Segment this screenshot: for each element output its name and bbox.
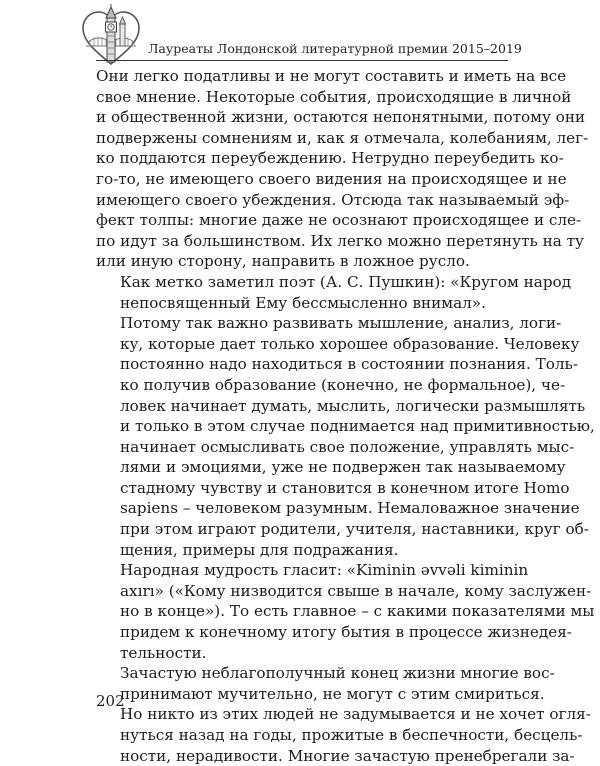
text-line: но в конце»). То есть главное – с какими показателями мы xyxy=(120,602,595,621)
body-text xyxy=(96,66,595,766)
header-rule xyxy=(96,60,508,61)
page-header xyxy=(0,0,600,75)
paragraph xyxy=(96,663,591,766)
text-line: непосвященный Ему бессмысленно внимал». xyxy=(120,293,486,312)
paragraph xyxy=(96,313,595,560)
text-line: го-то, не имеющего своего видения на происходящее и не xyxy=(96,169,567,188)
text-line: или иную сторону, направить в ложное русло. xyxy=(96,252,470,271)
text-line: щения, примеры для подражания. xyxy=(120,540,399,559)
text-line: sapiens – человеком разумным. Немаловажное значение xyxy=(120,499,580,518)
text-line: ности, нерадивости. Многие зачастую пренебрегали за- xyxy=(120,746,575,765)
text-line: по идут за большинством. Их легко можно перетянуть на ту xyxy=(96,231,584,250)
text-line: фект толпы: многие даже не осознают происходящее и сле- xyxy=(96,211,582,230)
text-line: стадному чувству и становится в конечном итоге Homo xyxy=(120,478,570,497)
text-line: свое мнение. Некоторые события, происходящие в личной xyxy=(96,87,572,106)
text-line: принимают мучительно, не могут с этим смириться. xyxy=(120,684,545,703)
paragraph xyxy=(96,272,572,313)
text-line: axırı» («Кому низводится свыше в начале, кому заслужен- xyxy=(120,581,592,600)
text-line: Как метко заметил поэт (А. С. Пушкин): «Кругом народ xyxy=(120,272,572,291)
page-number: 202 xyxy=(96,692,125,710)
text-line: нуться назад на годы, прожитые в беспечности, бесцель- xyxy=(120,726,583,744)
text-line: постоянно надо находиться в состоянии познания. Толь- xyxy=(120,355,578,374)
text-line: тельности. xyxy=(120,643,207,662)
text-line: и общественной жизни, остаются непонятными, потому они xyxy=(96,108,586,127)
text-line: Народная мудрость гласит: «Kiminin əvvəli kiminin xyxy=(120,561,529,580)
text-line: при этом играют родители, учителя, наставники, круг об- xyxy=(120,520,589,539)
running-head: Лауреаты Лондонской литературной премии 2015–2019 xyxy=(148,41,522,56)
text-line: имеющего своего убеждения. Отсюда так называемый эф- xyxy=(96,190,570,209)
paragraph xyxy=(96,560,595,663)
text-line: лями и эмоциями, уже не подвержен так называемому xyxy=(120,458,566,477)
text-line: и только в этом случае поднимается над примитивностью, xyxy=(120,417,595,436)
text-line: ко поддаются переубеждению. Нетрудно переубедить ко- xyxy=(96,149,564,168)
text-line: Зачастую неблагополучный конец жизни многие вос- xyxy=(120,664,555,683)
text-line: подвержены сомнениям и, как я отмечала, колебаниям, лег- xyxy=(96,128,589,147)
text-line: ловек начинает думать, мыслить, логически размышлять xyxy=(120,396,586,415)
text-line: Потому так важно развивать мышление, анализ, логи- xyxy=(120,314,562,333)
text-line: ко получив образование (конечно, не формальное), че- xyxy=(120,375,566,394)
big-ben-heart-emblem-icon xyxy=(80,4,142,68)
text-line: начинает осмысливать свое положение, управлять мыс- xyxy=(120,437,575,456)
text-line: придем к конечному итогу бытия в процессе жизнедея- xyxy=(120,623,572,642)
text-line: Но никто из этих людей не задумывается и не хочет огля- xyxy=(120,705,591,724)
text-line: ку, которые дает только хорошее образование. Человеку xyxy=(120,334,580,353)
text-line: Они легко податливы и не могут составить и иметь на все xyxy=(96,67,567,85)
paragraph xyxy=(96,66,589,272)
